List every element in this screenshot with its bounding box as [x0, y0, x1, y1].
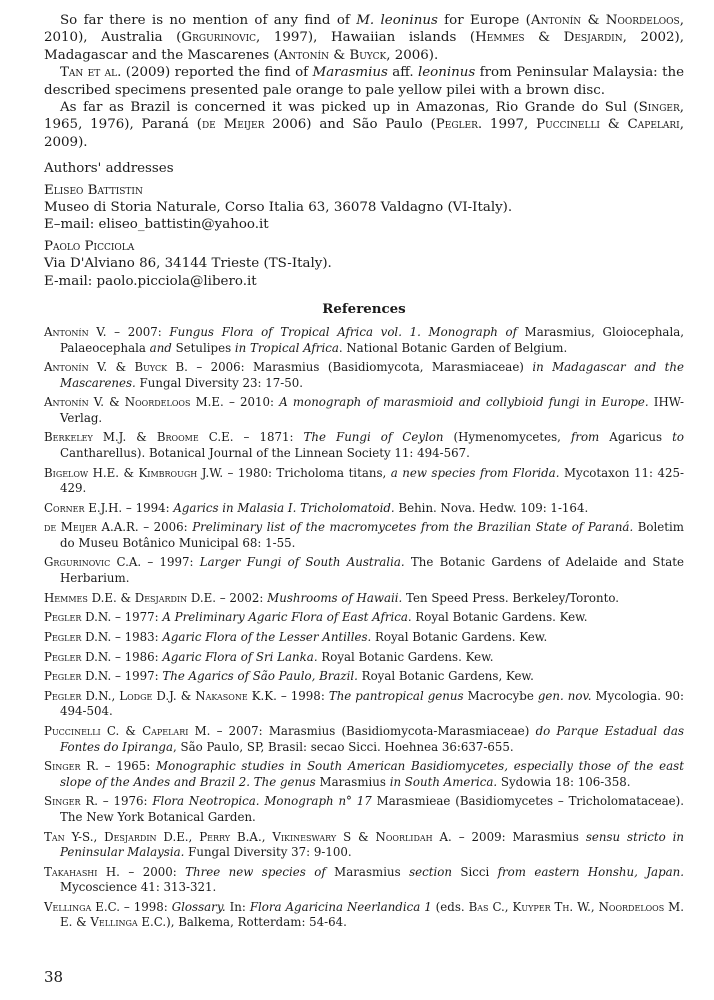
reference-text: Royal Botanic Gardens. Kew. [371, 629, 548, 644]
reference-text: – 1871: [233, 430, 304, 445]
text: from Peninsular Malaysia: the described specimens presented pale orange to pale yellow pilei with a brown disc. [44, 65, 685, 98]
author-email: E–mail: eliseo_battistin@yahoo.it [44, 217, 269, 233]
reference-text: . National Botanic Garden of Belgium. [338, 340, 568, 355]
reference-title: Fungus Flora of Tropical Africa vol. 1. Monograph of [169, 325, 517, 340]
citation-author: Puccinelli & Capelari [536, 117, 680, 133]
reference-entry [44, 650, 684, 665]
reference-title: Agaric Flora of the Lesser Antilles. [162, 629, 372, 644]
reference-text: Sydowia 18: 106-358. [497, 774, 631, 789]
author-address-2 [44, 238, 684, 290]
species-name: M. leoninus [356, 13, 438, 28]
paragraph-malaysia [44, 64, 684, 99]
citation-author: Antonín & Buyck [278, 47, 387, 63]
reference-author: Corner E.J.H. [44, 500, 123, 515]
reference-text: – 1980: Tricholoma titans, [223, 465, 391, 480]
reference-text: – 2010: [223, 395, 280, 410]
reference-author: Antonín V. & Buyck B. [44, 360, 188, 375]
reference-text: – 1977: [111, 610, 163, 625]
reference-title: and [149, 340, 172, 355]
reference-text: Ten Speed Press. Berkeley/Toronto. [402, 590, 619, 605]
reference-text: Fungal Diversity 23: 17-50. [135, 375, 304, 390]
reference-title: Glossary. [171, 899, 226, 914]
reference-title: to [672, 430, 684, 445]
reference-entry [44, 430, 684, 461]
paragraph-europe [44, 12, 684, 64]
reference-text: Royal Botanic Gardens. Kew. [411, 610, 588, 625]
genus-name: Marasmius [312, 65, 388, 81]
reference-entry [44, 865, 684, 896]
author-institution: Museo di Storia Naturale, Corso Italia 63, 36078 Valdagno (VI-Italy). [44, 200, 513, 216]
reference-entry [44, 630, 684, 645]
reference-title: do Parque Estadual das Fontes do Ipiranga [60, 724, 684, 754]
reference-text: Behin. Nova. Hedw. 109: 1-164. [394, 500, 589, 515]
reference-author: Singer R. [44, 794, 98, 809]
reference-author: Tan Y-S., Desjardin D.E., Perry B.A., Vikineswary S & Noorlidah A. [44, 829, 452, 844]
text: . 1997, [477, 117, 537, 133]
reference-text: Royal Botanic Gardens. Kew. [317, 649, 494, 664]
author-name: Paolo Picciola [44, 238, 135, 254]
citation-author: Grgurinovic [181, 30, 257, 46]
reference-entry [44, 900, 684, 931]
citation-author: Hemmes & Desjardin [475, 30, 623, 46]
reference-author: Antonín V. [44, 325, 107, 340]
text: , 2010), Australia ( [44, 13, 684, 46]
reference-text: – 2006: [138, 520, 193, 535]
species-name: leoninus [417, 65, 476, 81]
reference-text: – 2009: Marasmius [451, 829, 586, 844]
reference-text: – 2007: [106, 325, 170, 340]
citation-author: Pegler [435, 117, 478, 133]
reference-entry [44, 591, 684, 606]
reference-text: Marasmius, Gloiocephala, Palaeocephala [60, 325, 685, 355]
reference-title: Flora Neotropica. Monograph n° 17 [152, 794, 372, 809]
reference-text: The Botanic Gardens of Adelaide and State Herbarium. [60, 555, 684, 585]
reference-text: In: [225, 899, 250, 914]
reference-entry [44, 360, 684, 391]
reference-title: section [409, 864, 452, 879]
text: (2009) reported the find of [121, 65, 313, 81]
reference-list [44, 325, 684, 930]
reference-title: from [570, 430, 600, 445]
reference-text: Marasmius [315, 774, 390, 789]
reference-text: – 1983: [111, 629, 163, 644]
reference-author: Pegler D.N. [44, 629, 112, 644]
reference-title: Three new species of [185, 864, 326, 879]
author-email: E-mail: paolo.picciola@libero.it [44, 273, 257, 289]
text: , 2006). [386, 47, 439, 63]
citation-author: de Meijer [201, 117, 265, 133]
reference-title: a new species from Florida. [390, 465, 560, 480]
reference-author: Pegler D.N. [44, 610, 112, 625]
reference-entry [44, 466, 684, 497]
text: , 1965, 1976), Paraná ( [44, 100, 684, 133]
text: , 2002), Madagascar and the Mascarenes ( [44, 30, 684, 63]
reference-title: Monographic studies in South American Basidiomycetes, especially those of the east slope of the Andes and Brazil 2. The genus [60, 759, 684, 789]
text: , 1997), Hawaiian islands ( [256, 30, 476, 46]
reference-title: The pantropical genus [328, 689, 464, 704]
page-number: 38 [44, 968, 64, 986]
text: for Europe ( [437, 13, 531, 28]
reference-title: The Agarics of São Paulo, Brazil. [162, 669, 358, 684]
reference-text: – 2002: [216, 590, 268, 605]
reference-text: – 1997: [111, 669, 163, 684]
reference-author: Singer R. [44, 759, 99, 774]
reference-title: A monograph of marasmioid and collybioid fungi in Europe. [279, 395, 649, 410]
reference-author: Pegler D.N. [44, 649, 112, 664]
reference-title: Flora Agaricina Neerlandica 1 [249, 899, 432, 914]
reference-text: – 1976: [97, 794, 153, 809]
reference-text: IHW-Verlag. [60, 395, 684, 425]
reference-entry [44, 724, 684, 755]
reference-title: gen. nov. [537, 689, 592, 704]
reference-author: Bigelow H.E. & Kimbrough J.W. [44, 465, 224, 480]
text: So far there is no mention of any find of [60, 13, 357, 28]
text: As far as Brazil is concerned it was picked up in Amazonas, Rio Grande do Sul ( [60, 100, 639, 116]
reference-author: Antonín V. & Noordeloos M.E. [44, 395, 224, 410]
reference-entry [44, 759, 684, 790]
reference-entry [44, 555, 684, 586]
reference-entry [44, 669, 684, 684]
reference-text: – 1994: [122, 500, 174, 515]
reference-text: – 1997: [141, 555, 200, 570]
text: aff. [387, 65, 418, 81]
reference-text: Marasmius [325, 864, 410, 879]
reference-title: Agaric Flora of Sri Lanka. [162, 649, 318, 664]
reference-title: in Tropical Africa [234, 340, 339, 355]
citation-author: Antonín & Noordeloos [530, 13, 680, 28]
reference-text: Mycoscience 41: 313-321. [60, 880, 217, 895]
reference-entry [44, 325, 684, 356]
reference-text: – 1986: [111, 649, 163, 664]
reference-author: Takahashi H. [44, 864, 120, 879]
reference-text: Royal Botanic Gardens, Kew. [357, 669, 534, 684]
paragraph-brazil [44, 99, 684, 151]
reference-text: Marasmieae (Basidiomycetes – Tricholomataceae). The New York Botanical Garden. [60, 794, 684, 824]
reference-title: A Preliminary Agaric Flora of East Africa. [162, 610, 412, 625]
reference-entry [44, 395, 684, 426]
reference-entry [44, 501, 684, 516]
reference-text: (Hymenomycetes, [443, 430, 571, 445]
text: , 2009). [44, 117, 684, 150]
reference-text: Mycologia. 90: 494-504. [60, 689, 685, 719]
reference-entry [44, 689, 684, 720]
authors-addresses-heading: Authors' addresses [44, 161, 174, 177]
reference-title: in South America. [389, 774, 498, 789]
references-heading: References [322, 301, 406, 318]
reference-author: Pegler D.N. [44, 669, 112, 684]
reference-text: – 2000: [119, 864, 186, 879]
reference-author: Vellinga E.C. [44, 899, 120, 914]
reference-text: Cantharellus). Botanical Journal of the Linnean Society 11: 494-567. [60, 445, 470, 460]
reference-text: (eds. [431, 899, 469, 914]
reference-text: Macrocybe [463, 689, 538, 704]
reference-text: – 1965: [98, 759, 157, 774]
reference-title: sensu stricto in Peninsular Malaysia. [60, 829, 684, 859]
reference-text: – 2006: Marasmius (Basidiomycota, Marasmiaceae) [187, 360, 533, 375]
reference-text: Setulipes [171, 340, 235, 355]
author-name: Eliseo Battistin [44, 182, 143, 198]
text: 2006) and São Paulo ( [264, 117, 436, 133]
reference-author: Hemmes D.E. & Desjardin D.E. [44, 590, 216, 605]
author-street: Via D'Alviano 86, 34144 Trieste (TS-Italy). [44, 256, 332, 272]
reference-text: Boletim do Museu Botânico Municipal 68: 1-55. [60, 520, 684, 550]
page-content [44, 12, 684, 935]
reference-title: Mushrooms of Hawaii. [267, 590, 403, 605]
reference-text: Sicci [451, 864, 498, 879]
reference-title: Preliminary list of the macromycetes from the Brazilian State of Paraná. [192, 520, 634, 535]
reference-author: Berkeley M.J. & Broome C.E. [44, 430, 234, 445]
reference-text: , São Paulo, SP, Brasil: secao Sicci. Hoehnea 36:637-655. [173, 739, 514, 754]
reference-title: Larger Fungi of South Australia. [199, 555, 405, 570]
reference-title: Agarics in Malasia I. Tricholomatoid. [173, 500, 395, 515]
reference-text: – 1998: [276, 689, 329, 704]
reference-text: Mycotaxon 11: 425-429. [60, 465, 684, 495]
reference-title: The Fungi of Ceylon [303, 430, 444, 445]
reference-text: Agaricus [599, 430, 673, 445]
reference-entry [44, 520, 684, 551]
reference-entry [44, 830, 684, 861]
citation-author: Singer [638, 100, 680, 116]
reference-title: in Madagascar and the Mascarenes. [60, 360, 684, 390]
reference-entry [44, 794, 684, 825]
reference-text: Bas C., Kuyper Th. W., Noordeloos M. E. & Vellinga E.C. [60, 899, 685, 930]
reference-author: Grgurinovic C.A. [44, 555, 142, 570]
reference-entry [44, 610, 684, 625]
reference-author: Pegler D.N., Lodge D.J. & Nakasone K.K. [44, 689, 277, 704]
reference-author: de Meijer A.A.R. [44, 520, 139, 535]
reference-title: from eastern Honshu, Japan. [497, 864, 685, 879]
reference-text: Fungal Diversity 37: 9-100. [184, 844, 352, 859]
citation-author: Tan et al. [60, 65, 122, 81]
reference-text: – 2007: Marasmius (Basidiomycota-Marasmiaceae) [210, 724, 536, 739]
author-address-1 [44, 182, 684, 234]
reference-text: – 1998: [119, 899, 172, 914]
reference-author: Puccinelli C. & Capelari M. [44, 724, 211, 739]
reference-text: ), Balkema, Rotterdam: 54-64. [166, 915, 347, 930]
